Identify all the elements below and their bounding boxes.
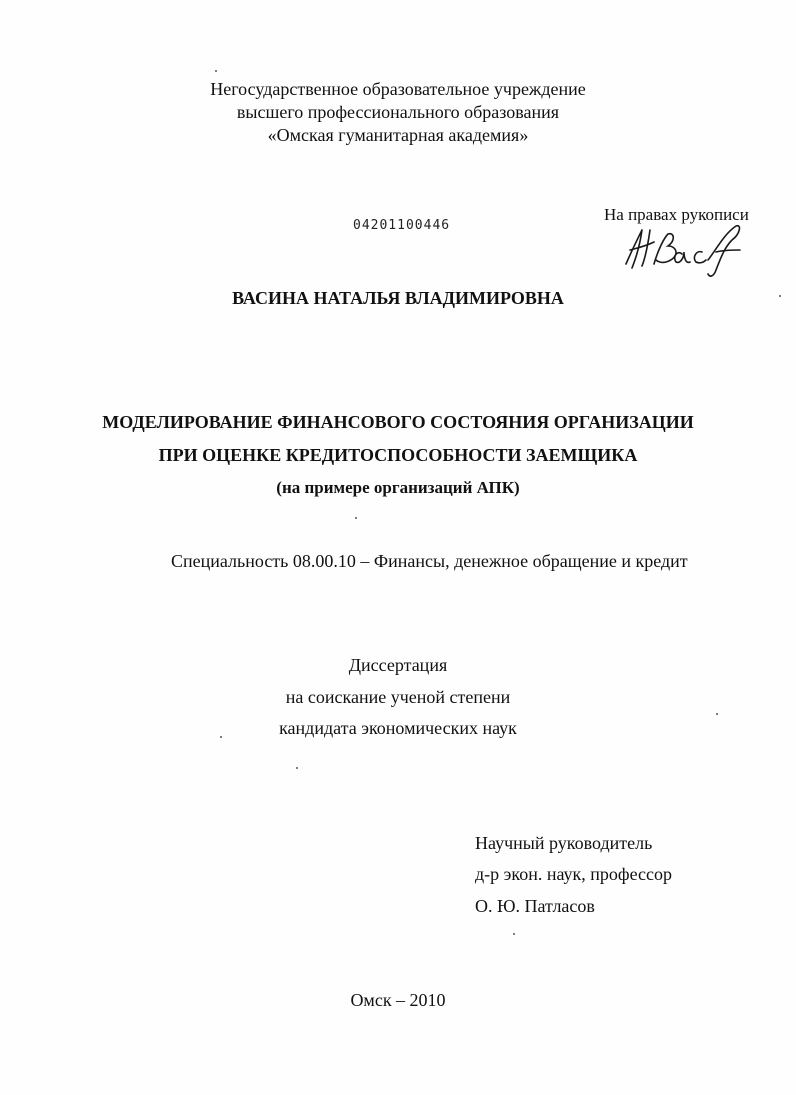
- title-line-2: ПРИ ОЦЕНКЕ КРЕДИТОСПОСОБНОСТИ ЗАЕМЩИКА: [158, 445, 638, 465]
- stamp-number: 04201100446: [353, 218, 451, 233]
- supervisor-name: О. Ю. Патласов: [475, 896, 595, 916]
- org-line-2: высшего профессионального образования: [236, 102, 560, 122]
- signature-icon: [620, 220, 750, 282]
- degree-line-3: кандидата экономических наук: [279, 718, 517, 738]
- org-line-1: Негосударственное образовательное учреждение: [210, 79, 586, 99]
- degree-line-2: на соискание ученой степени: [285, 687, 511, 707]
- scan-speck: [296, 767, 298, 769]
- scan-speck: [779, 295, 781, 297]
- scan-speck: [215, 70, 217, 72]
- specialty-text: Специальность 08.00.10 – Финансы, денежное обращение и кредит: [171, 551, 688, 571]
- title-line-1: МОДЕЛИРОВАНИЕ ФИНАНСОВОГО СОСТОЯНИЯ ОРГАНИЗАЦИИ: [102, 412, 694, 432]
- title-line-3: (на примере организаций АПК): [276, 478, 520, 497]
- org-line-3: «Омская гуманитарная академия»: [267, 125, 529, 145]
- scan-speck: [513, 933, 515, 935]
- city-year: Омск – 2010: [350, 990, 446, 1010]
- rights-label: На правах рукописи: [604, 205, 749, 224]
- author-name: ВАСИНА НАТАЛЬЯ ВЛАДИМИРОВНА: [232, 288, 564, 308]
- supervisor-role: Научный руководитель: [475, 833, 653, 853]
- scan-speck: [355, 517, 357, 519]
- scan-speck: [716, 713, 718, 715]
- scan-speck: [220, 736, 222, 738]
- supervisor-degree: д-р экон. наук, профессор: [475, 864, 673, 884]
- degree-line-1: Диссертация: [348, 655, 448, 675]
